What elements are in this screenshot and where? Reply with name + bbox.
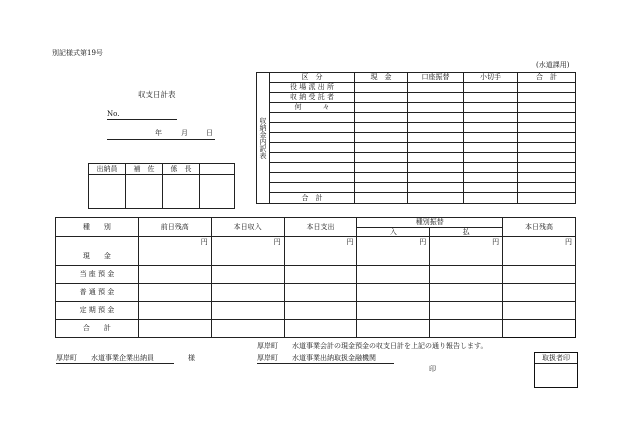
yen-unit: 円 xyxy=(211,237,284,266)
right-org: 厚岸町 水道事業出納取扱金融機関 xyxy=(257,354,376,362)
ledger-header-income: 本日収入 xyxy=(211,218,284,237)
ledger-header-type: 種 別 xyxy=(56,218,139,237)
no-underline xyxy=(107,119,177,120)
year-label: 年 xyxy=(155,129,162,137)
ledger-header-expense: 本日支出 xyxy=(284,218,357,237)
report-line: 厚岸町 水道事業会計の現金預金の収支日計を上記の通り報告します。 xyxy=(257,342,488,350)
sign-box xyxy=(88,163,235,209)
yen-unit: 円 xyxy=(430,237,503,266)
yen-unit: 円 xyxy=(357,237,430,266)
sign-cell xyxy=(89,175,126,209)
bd-header-check: 小切手 xyxy=(464,73,518,83)
bd-row-label: 役 場 派 出 所 xyxy=(270,83,355,93)
ledger-row-fixed: 定 期 預 金 xyxy=(56,302,139,320)
sign-header-assistant: 補 佐 xyxy=(126,164,163,175)
yen-unit: 円 xyxy=(503,237,576,266)
ledger-header-out: 払 xyxy=(430,228,503,237)
seal-label: 印 xyxy=(429,365,436,373)
bd-row-label: 収 納 受 託 者 xyxy=(270,93,355,103)
form-number: 別記様式第19号 xyxy=(52,49,103,57)
bd-row-label xyxy=(270,183,355,193)
bd-row-label xyxy=(270,153,355,163)
sama-label: 様 xyxy=(188,354,195,362)
right-org-underline xyxy=(257,363,394,364)
ledger-row-current: 当 座 預 金 xyxy=(56,266,139,284)
bd-row-label xyxy=(270,173,355,183)
bd-row-label xyxy=(270,123,355,133)
ledger-header-transfer: 種別振替 xyxy=(357,218,503,228)
bd-header-transfer: 口座振替 xyxy=(408,73,464,83)
ledger-row-total: 合 計 xyxy=(56,320,139,338)
breakdown-side-label xyxy=(257,73,270,204)
bd-row-label: 何 々 xyxy=(270,103,355,113)
sign-blank xyxy=(200,164,235,175)
ledger-header-in: 入 xyxy=(357,228,430,237)
bd-header-category: 区 分 xyxy=(270,73,355,83)
left-addressee: 厚岸町 水道事業企業出納員 xyxy=(56,354,154,362)
bd-row-label xyxy=(270,133,355,143)
ledger-row-cash: 現 金 xyxy=(56,237,139,266)
sign-header-cashier: 出納員 xyxy=(89,164,126,175)
bd-header-cash: 現 金 xyxy=(355,73,408,83)
yen-unit: 円 xyxy=(284,237,357,266)
ledger-table xyxy=(55,217,576,338)
month-label: 月 xyxy=(181,129,188,137)
bd-total-label: 合 計 xyxy=(270,193,355,204)
ledger-total-balance xyxy=(503,320,576,338)
bd-row-label xyxy=(270,143,355,153)
bd-row-label xyxy=(270,113,355,123)
ledger-header-prev: 前日残高 xyxy=(138,218,211,237)
day-label: 日 xyxy=(206,129,213,137)
handler-seal-label: 取扱者印 xyxy=(535,353,577,364)
sign-cell xyxy=(200,175,235,209)
yen-unit: 円 xyxy=(138,237,211,266)
breakdown-side-text: 収納金内訳表 xyxy=(259,117,268,159)
bd-row-label xyxy=(270,163,355,173)
sign-cell xyxy=(163,175,200,209)
left-addressee-underline xyxy=(56,363,174,364)
ledger-header-balance: 本日残高 xyxy=(503,218,576,237)
breakdown-table xyxy=(256,72,576,204)
handler-seal-box xyxy=(534,352,578,388)
date-underline xyxy=(107,139,215,140)
page-title: 収支日計表 xyxy=(138,90,176,99)
bd-header-total: 合 計 xyxy=(518,73,576,83)
sign-cell xyxy=(126,175,163,209)
usage-note: (水道課用) xyxy=(536,61,570,69)
no-label: No. xyxy=(107,110,120,118)
ledger-row-ordinary: 普 通 預 金 xyxy=(56,284,139,302)
sign-header-chief: 係 長 xyxy=(163,164,200,175)
